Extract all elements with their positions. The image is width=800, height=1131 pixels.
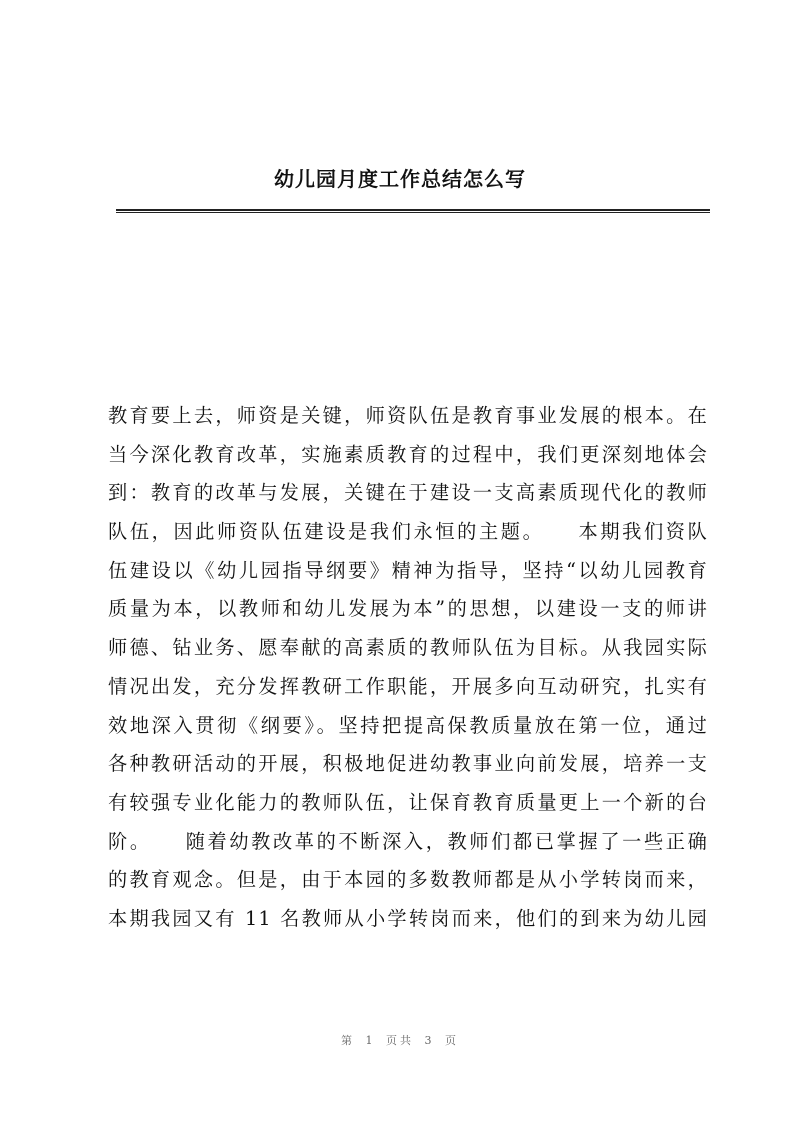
text-line: 本期我园又有 11 名教师从小学转岗而来，他们的到来为幼儿园 (108, 906, 708, 930)
text-line: 队伍，因此师资队伍建设是我们永恒的主题。 本期我们资队 (108, 520, 708, 544)
page-number-footer: 第 1 页共 3 页 (341, 1034, 459, 1047)
text-line: 情况出发，充分发挥教研工作职能，开展多向互动研究，扎实有 (108, 674, 708, 698)
body-paragraph (108, 397, 708, 939)
text-line: 的教育观念。但是，由于本园的多数教师都是从小学转岗而来， (108, 868, 708, 892)
text-line: 质量为本，以教师和幼儿发展为本”的思想，以建设一支的师讲 (108, 597, 708, 621)
text-line: 伍建设以《幼儿园指导纲要》精神为指导，坚持“以幼儿园教育 (108, 558, 708, 582)
title-underline (116, 209, 710, 213)
text-line: 有较强专业化能力的教师队伍，让保育教育质量更上一个新的台 (108, 790, 708, 814)
text-line: 效地深入贯彻《纲要》。坚持把提高保教质量放在第一位，通过 (108, 713, 708, 737)
text-line: 各种教研活动的开展，积极地促进幼教事业向前发展，培养一支 (108, 752, 708, 776)
text-line: 阶。 随着幼教改革的不断深入，教师们都已掌握了一些正确 (108, 829, 708, 853)
page-title: 幼儿园月度工作总结怎么写 (274, 167, 526, 191)
text-line: 当今深化教育改革，实施素质教育的过程中，我们更深刻地体会 (108, 442, 708, 466)
text-line: 师德、钻业务、愿奉献的高素质的教师队伍为目标。从我园实际 (108, 636, 708, 660)
text-line: 教育要上去，师资是关键，师资队伍是教育事业发展的根本。在 (108, 404, 708, 427)
text-line: 到：教育的改革与发展，关键在于建设一支高素质现代化的教师 (108, 481, 708, 505)
